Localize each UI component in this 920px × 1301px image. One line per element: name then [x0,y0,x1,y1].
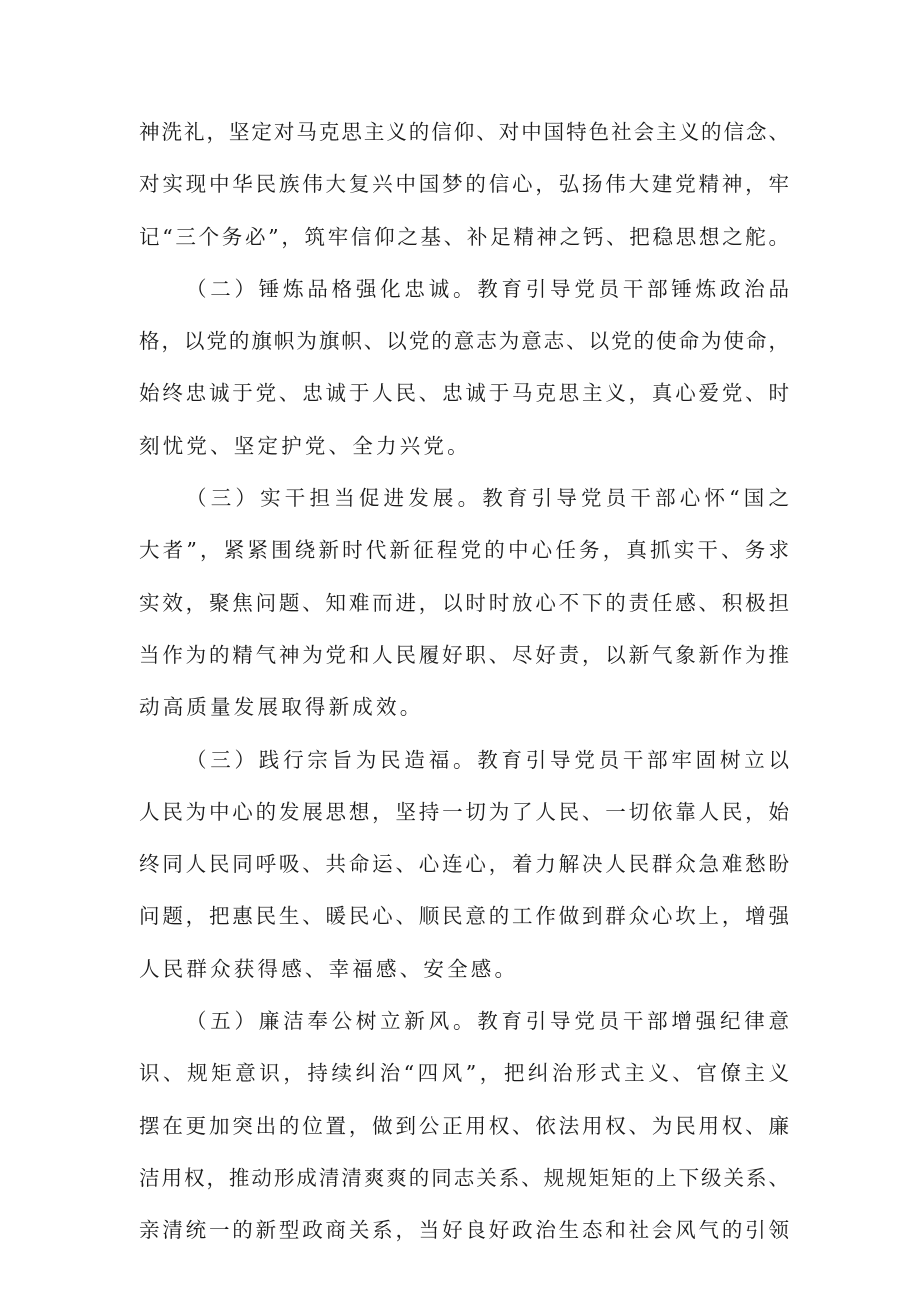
text-line: 格，以党的旗帜为旗帜、以党的意志为意志、以党的使命为使命， [139,329,789,354]
text-line: 人民群众获得感、幸福感、安全感。 [139,956,519,981]
text-line: 对实现中华民族伟大复兴中国梦的信心，弘扬伟大建党精神，牢 [139,172,789,197]
text-line: 问题，把惠民生、暖民心、顺民意的工作做到群众心坎上，增强 [139,904,789,929]
text-line: 当作为的精气神为党和人民履好职、尽好责，以新气象新作为推 [139,642,789,667]
text-line: 人民为中心的发展思想，坚持一切为了人民、一切依靠人民，始 [139,799,789,824]
text-line: 识、规矩意识，持续纠治“四风”，把纠治形式主义、官僚主义 [139,1061,789,1086]
section-heading-line: （三）实干担当促进发展。教育引导党员干部心怀“国之 [186,486,789,511]
text-line: 动高质量发展取得新成效。 [139,695,424,720]
text-line: 记“三个务必”，筑牢信仰之基、补足精神之钙、把稳思想之舵。 [139,224,789,249]
section-heading-line: （二）锤炼品格强化忠诚。教育引导党员干部锤炼政治品 [186,276,789,301]
text-line: 实效，聚焦问题、知难而进，以时时放心不下的责任感、积极担 [139,590,789,615]
document-body [139,106,789,1257]
text-line: 摆在更加突出的位置，做到公正用权、依法用权、为民用权、廉 [139,1113,789,1138]
text-line: 始终忠诚于党、忠诚于人民、忠诚于马克思主义，真心爱党、时 [139,381,789,406]
text-line: 大者”，紧紧围绕新时代新征程党的中心任务，真抓实干、务求 [139,538,789,563]
text-line: 神洗礼，坚定对马克思主义的信仰、对中国特色社会主义的信念、 [139,120,789,144]
text-line: 亲清统一的新型政商关系，当好良好政治生态和社会风气的引领 [139,1218,789,1243]
text-line: 终同人民同呼吸、共命运、心连心，着力解决人民群众急难愁盼 [139,852,789,877]
section-heading-line: （三）践行宗旨为民造福。教育引导党员干部牢固树立以 [186,747,789,772]
section-heading-line: （五）廉洁奉公树立新风。教育引导党员干部增强纪律意 [186,1009,789,1034]
text-line: 刻忧党、坚定护党、全力兴党。 [139,433,471,458]
text-line: 洁用权，推动形成清清爽爽的同志关系、规规矩矩的上下级关系、 [139,1165,789,1190]
